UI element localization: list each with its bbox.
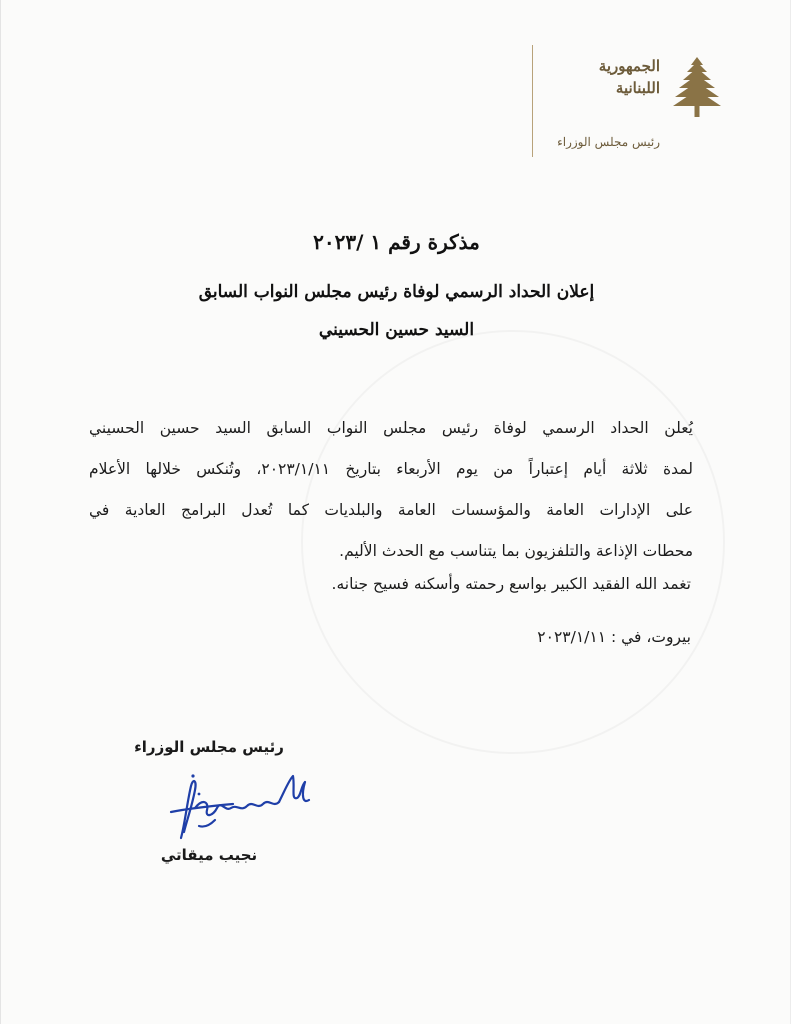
- body-line: لمدة ثلاثة أيام إعتباراً من يوم الأربعاء بتاريخ ٢٠٢٣/١/١١، وتُنكس خلالها الأعلام: [89, 460, 693, 478]
- memo-prayer: تغمد الله الفقيد الكبير بواسع رحمته وأسكنه فسيح جنانه.: [331, 575, 691, 593]
- memo-person: السيد حسين الحسيني: [318, 320, 475, 340]
- memo-dateline: بيروت، في : ٢٠٢٣/١/١١: [537, 628, 691, 646]
- letterhead-office: رئيس مجلس الوزراء: [557, 135, 660, 149]
- cedar-emblem-icon: [672, 55, 722, 119]
- body-line: على الإدارات العامة والمؤسسات العامة والبلديات كما تُعدل البرامج العادية في: [89, 501, 693, 519]
- signatory-title: رئيس مجلس الوزراء: [134, 738, 284, 756]
- body-line: يُعلن الحداد الرسمي لوفاة رئيس مجلس النواب السابق السيد حسين الحسيني: [89, 419, 693, 437]
- memo-number: مذكرة رقم ١ /٢٠٢٣: [313, 230, 480, 254]
- memo-subject: إعلان الحداد الرسمي لوفاة رئيس مجلس النواب السابق: [198, 282, 595, 302]
- letterhead: [532, 45, 732, 160]
- signatory-name: نجيب ميقاتي: [160, 846, 258, 864]
- body-line: محطات الإذاعة والتلفزيون بما يتناسب مع الحدث الأليم.: [339, 542, 693, 560]
- memo-body: [89, 408, 693, 572]
- letterhead-divider: [532, 45, 533, 157]
- handwritten-signature: [151, 768, 321, 848]
- letterhead-republic: الجمهورية اللبنانية: [598, 57, 660, 97]
